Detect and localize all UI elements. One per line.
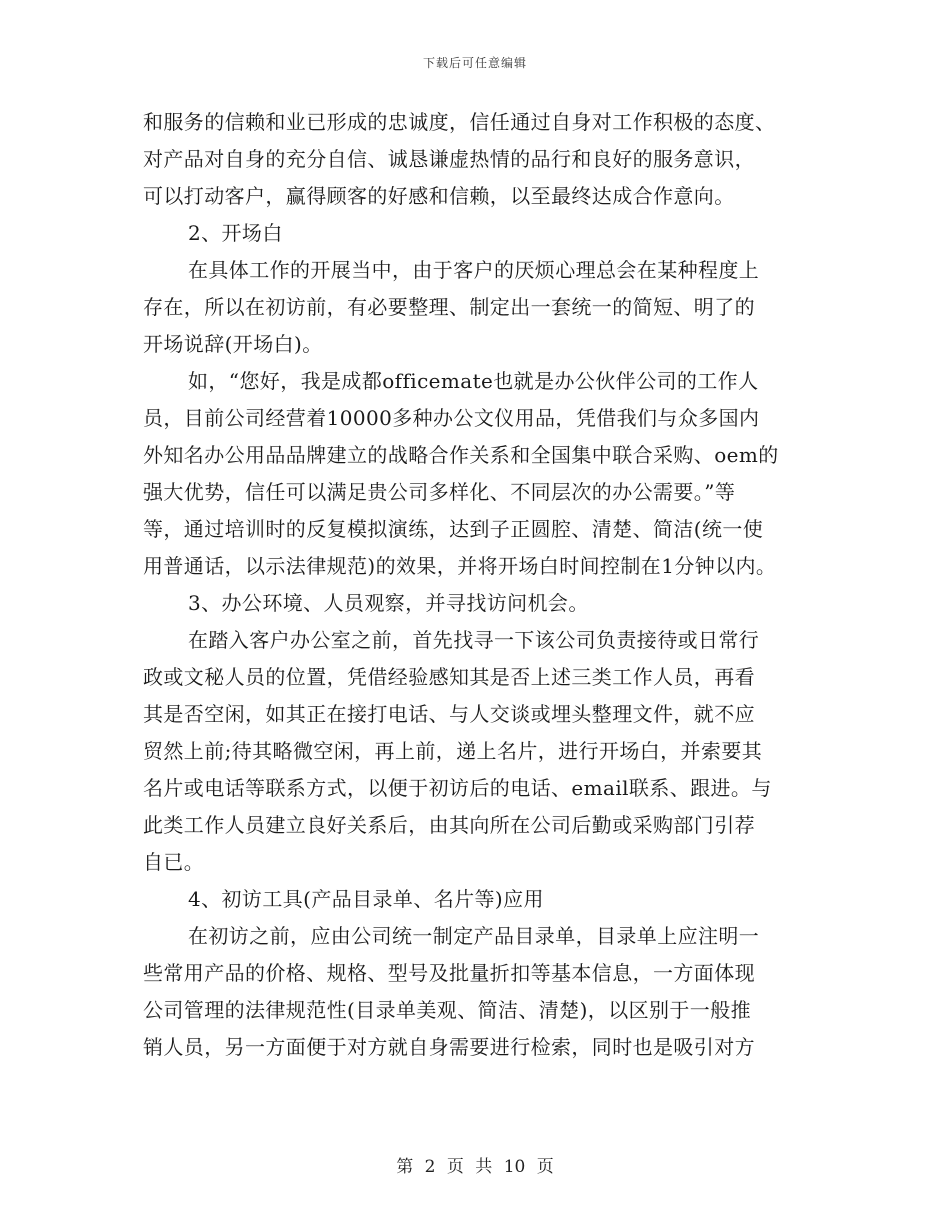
body-line: 在踏入客户办公室之前，首先找寻一下该公司负责接待或日常行 [188, 628, 760, 652]
document-body [143, 104, 823, 1066]
body-line: 存在，所以在初访前，有必要整理、制定出一套统一的简短、明了的 [143, 295, 755, 319]
body-line: 政或文秘人员的位置，凭借经验感知其是否上述三类工作人员，再看 [143, 665, 755, 689]
page-header-note: 下载后可任意编辑 [422, 56, 527, 70]
body-line: 公司管理的法律规范性(目录单美观、简洁、清楚)，以区别于一般推 [143, 998, 752, 1022]
body-line: 用普通话，以示法律规范)的效果，并将开场白时间控制在1分钟以内。 [143, 554, 777, 578]
body-line: 在具体工作的开展当中，由于客户的厌烦心理总会在某种程度上 [188, 258, 760, 282]
body-line: 开场说辞(开场白)。 [143, 332, 323, 356]
body-line: 此类工作人员建立良好关系后，由其向所在公司后勤或采购部门引荐 [143, 813, 755, 837]
body-line: 自已。 [143, 850, 205, 874]
section-heading: 2、开场白 [188, 221, 283, 245]
page-number: 第 2 页 共 10 页 [396, 1157, 554, 1177]
body-line: 外知名办公用品品牌建立的战略合作关系和全国集中联合采购、oem的 [143, 443, 779, 467]
section-heading: 4、初访工具(产品目录单、名片等)应用 [188, 887, 544, 911]
body-line: 其是否空闲，如其正在接打电话、与人交谈或埋头整理文件，就不应 [143, 702, 755, 726]
body-line: 些常用产品的价格、规格、型号及批量折扣等基本信息，一方面体现 [143, 961, 755, 985]
body-line: 如，“您好，我是成都officemate也就是办公伙伴公司的工作人 [188, 369, 759, 393]
body-line: 可以打动客户，赢得顾客的好感和信赖，以至最终达成合作意向。 [143, 184, 735, 208]
body-line: 对产品对自身的充分自信、诚恳谦虚热情的品行和良好的服务意识， [143, 147, 755, 171]
body-line: 销人员，另一方面便于对方就自身需要进行检索，同时也是吸引对方 [143, 1035, 755, 1059]
body-line: 贸然上前;待其略微空闲，再上前，递上名片，进行开场白，并索要其 [143, 739, 763, 763]
body-line: 等，通过培训时的反复模拟演练，达到子正圆腔、清楚、简洁(统一使 [143, 517, 764, 541]
body-line: 名片或电话等联系方式，以便于初访后的电话、email联系、跟进。与 [143, 776, 772, 800]
body-line: 强大优势，信任可以满足贵公司多样化、不同层次的办公需要。”等 [143, 480, 736, 504]
body-line: 员，目前公司经营着10000多种办公文仪用品，凭借我们与众多国内 [143, 406, 760, 430]
section-heading: 3、办公环境、人员观察，并寻找访问机会。 [188, 591, 589, 615]
body-line: 和服务的信赖和业已形成的忠诚度，信任通过自身对工作积极的态度、 [143, 110, 776, 134]
body-line: 在初访之前，应由公司统一制定产品目录单，目录单上应注明一 [188, 924, 760, 948]
